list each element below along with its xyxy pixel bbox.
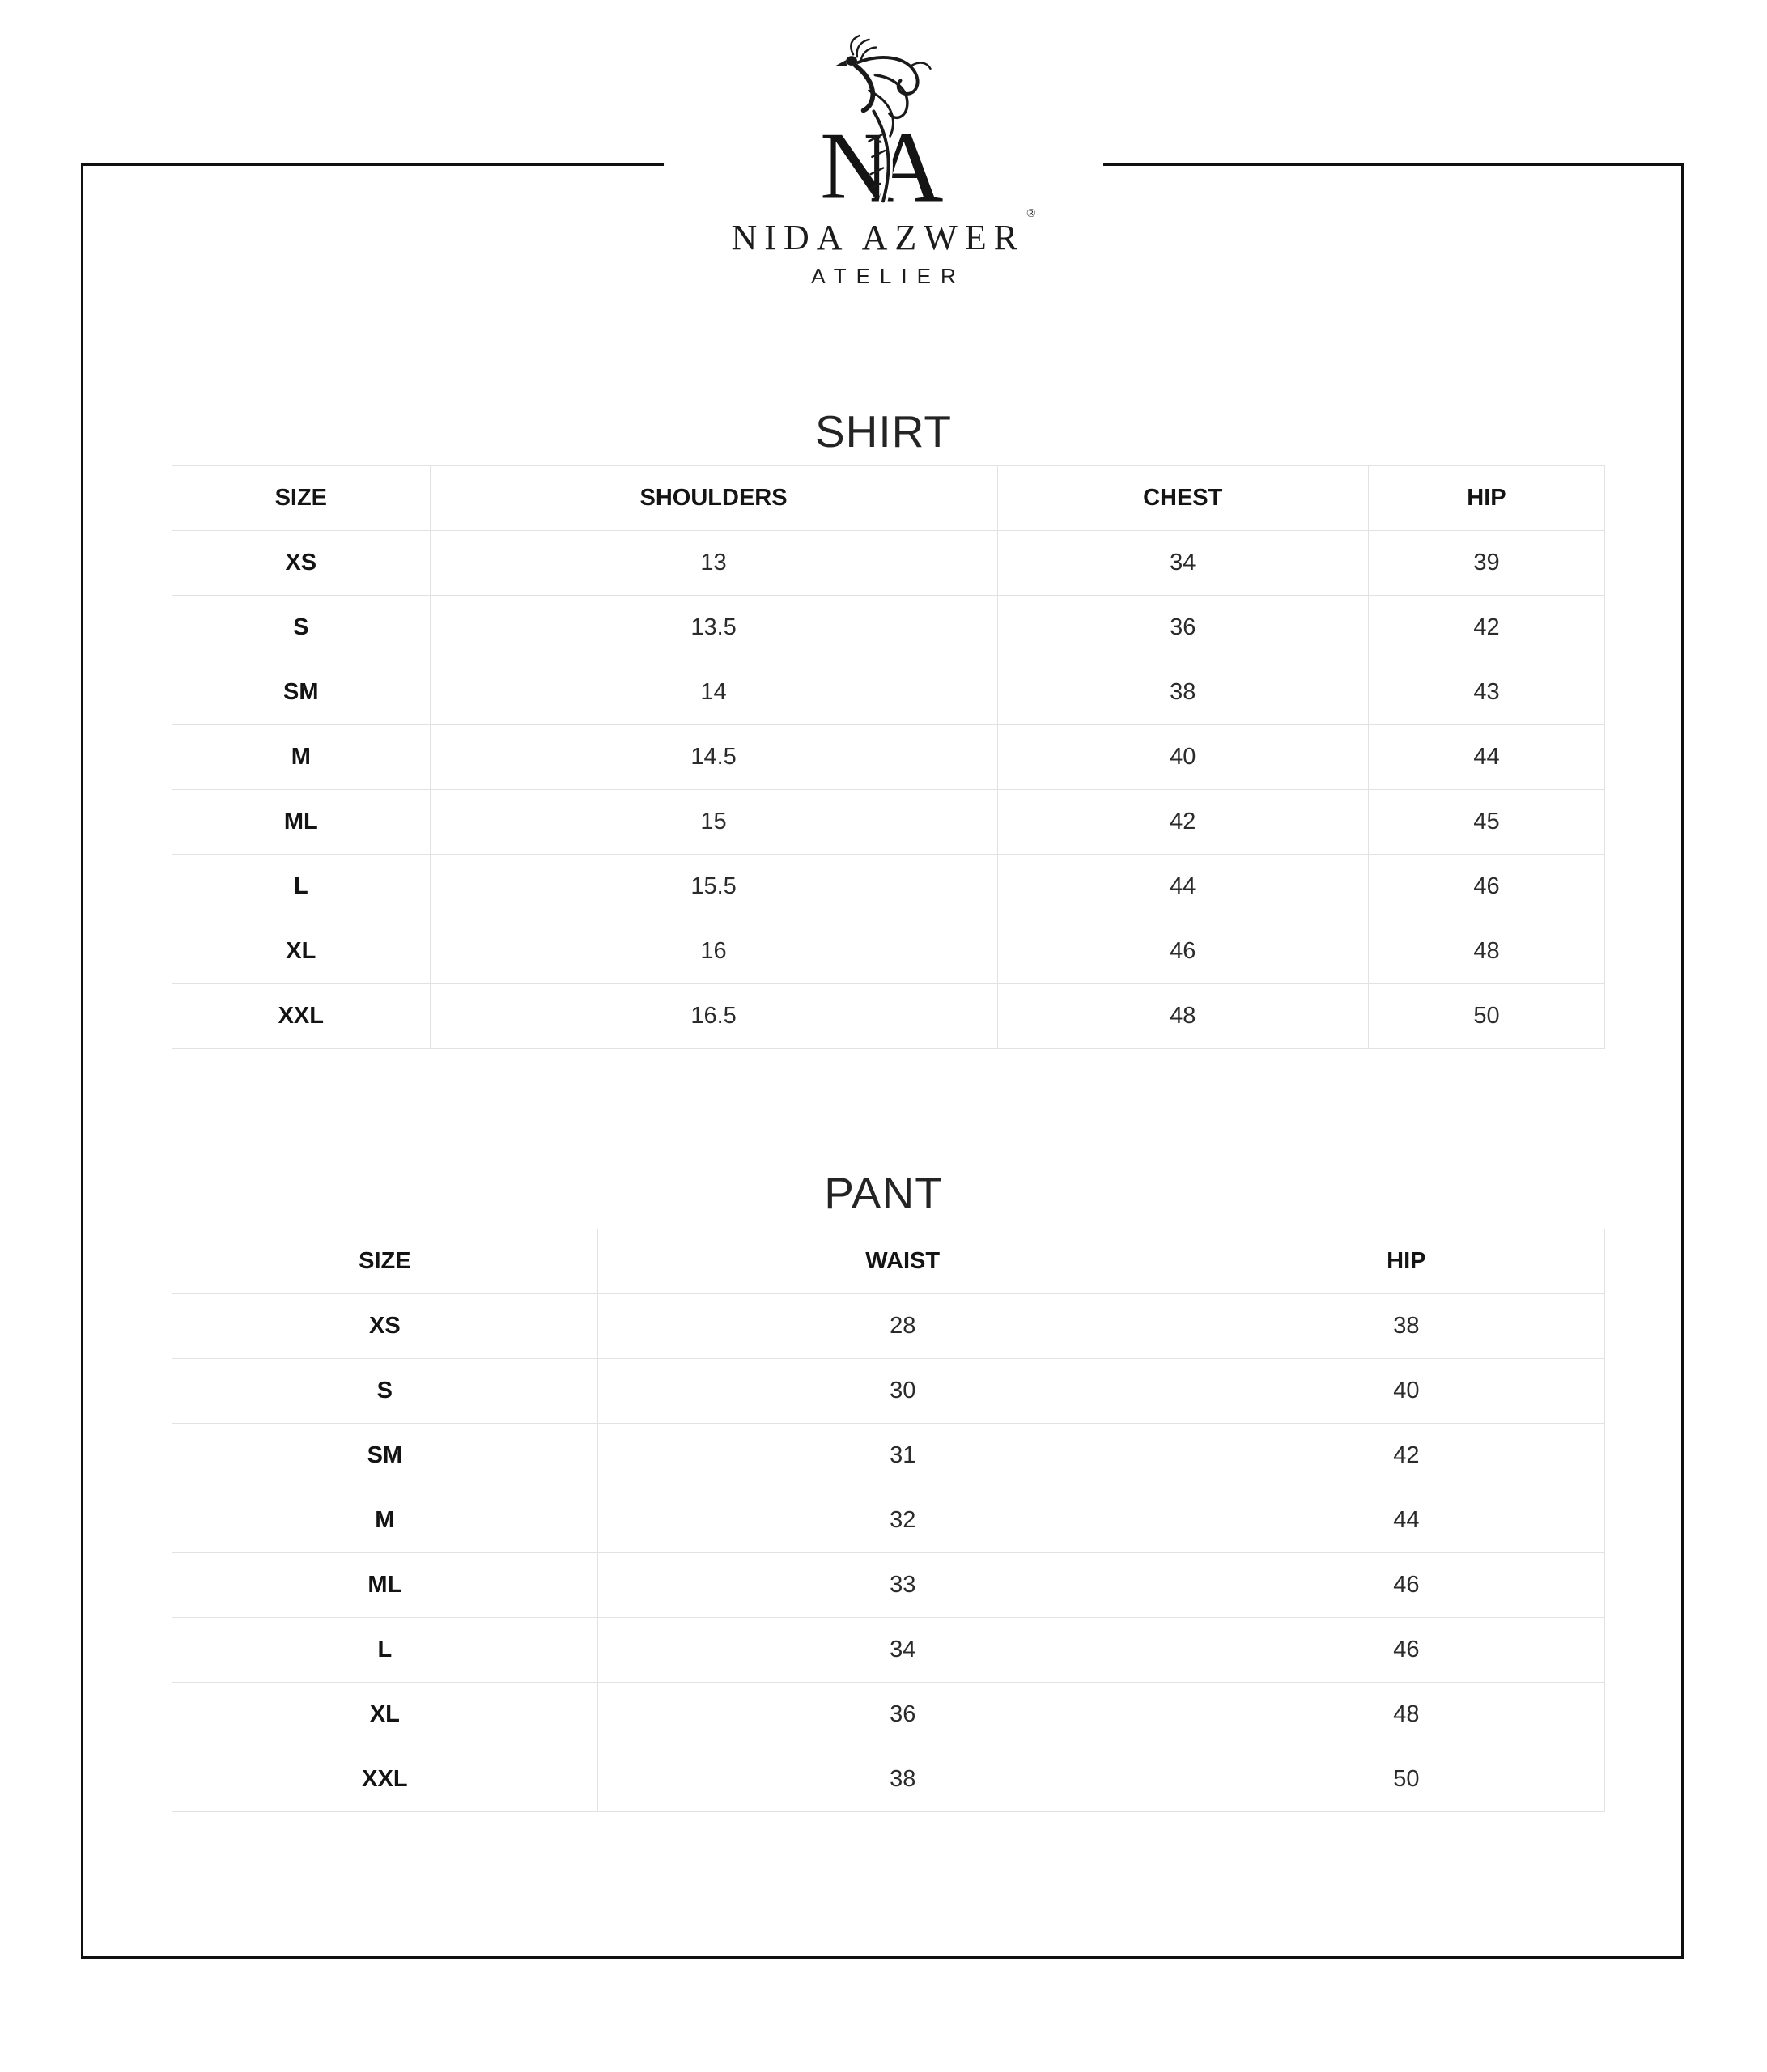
measurement-cell: 36 xyxy=(597,1683,1208,1747)
size-label-cell: XS xyxy=(172,531,431,596)
measurement-cell: 38 xyxy=(597,1747,1208,1812)
table-row xyxy=(172,919,1605,984)
column-header: HIP xyxy=(1208,1229,1604,1294)
table-row xyxy=(172,1424,1605,1488)
pant-size-table xyxy=(172,1229,1605,1812)
table-row xyxy=(172,1747,1605,1812)
table-row xyxy=(172,1359,1605,1424)
pant-table-header-row xyxy=(172,1229,1605,1294)
measurement-cell: 31 xyxy=(597,1424,1208,1488)
measurement-cell: 46 xyxy=(997,919,1368,984)
measurement-cell: 42 xyxy=(997,790,1368,855)
size-label-cell: S xyxy=(172,596,431,660)
pant-table-container xyxy=(172,1229,1605,1812)
measurement-cell: 50 xyxy=(1208,1747,1604,1812)
measurement-cell: 16 xyxy=(430,919,997,984)
measurement-cell: 46 xyxy=(1368,855,1604,919)
size-label-cell: L xyxy=(172,855,431,919)
measurement-cell: 45 xyxy=(1368,790,1604,855)
measurement-cell: 44 xyxy=(1208,1488,1604,1553)
measurement-cell: 34 xyxy=(997,531,1368,596)
shirt-table-header-row xyxy=(172,466,1605,531)
shirt-section-title: SHIRT xyxy=(814,405,952,456)
size-label-cell: XXL xyxy=(172,984,431,1049)
column-header: WAIST xyxy=(597,1229,1208,1294)
measurement-cell: 16.5 xyxy=(430,984,997,1049)
size-label-cell: M xyxy=(172,1488,598,1553)
measurement-cell: 48 xyxy=(1208,1683,1604,1747)
measurement-cell: 38 xyxy=(1208,1294,1604,1359)
size-label-cell: ML xyxy=(172,1553,598,1618)
measurement-cell: 15.5 xyxy=(430,855,997,919)
brand-logo xyxy=(664,34,1104,289)
registered-mark: ® xyxy=(1026,207,1036,221)
column-header: SHOULDERS xyxy=(430,466,997,531)
size-label-cell: L xyxy=(172,1618,598,1683)
measurement-cell: 43 xyxy=(1368,660,1604,725)
table-row xyxy=(172,855,1605,919)
table-row xyxy=(172,1683,1605,1747)
table-row xyxy=(172,1488,1605,1553)
measurement-cell: 48 xyxy=(997,984,1368,1049)
size-label-cell: M xyxy=(172,725,431,790)
table-row xyxy=(172,1294,1605,1359)
measurement-cell: 46 xyxy=(1208,1618,1604,1683)
measurement-cell: 39 xyxy=(1368,531,1604,596)
measurement-cell: 32 xyxy=(597,1488,1208,1553)
measurement-cell: 28 xyxy=(597,1294,1208,1359)
size-label-cell: S xyxy=(172,1359,598,1424)
size-label-cell: SM xyxy=(172,1424,598,1488)
column-header: SIZE xyxy=(172,1229,598,1294)
measurement-cell: 14 xyxy=(430,660,997,725)
measurement-cell: 38 xyxy=(997,660,1368,725)
measurement-cell: 40 xyxy=(1208,1359,1604,1424)
size-label-cell: XL xyxy=(172,1683,598,1747)
table-row xyxy=(172,984,1605,1049)
shirt-table-container xyxy=(172,465,1605,1049)
shirt-size-table xyxy=(172,465,1605,1049)
measurement-cell: 44 xyxy=(997,855,1368,919)
brand-monogram-peacock-icon xyxy=(817,34,950,214)
measurement-cell: 36 xyxy=(997,596,1368,660)
column-header: SIZE xyxy=(172,466,431,531)
table-row xyxy=(172,596,1605,660)
measurement-cell: 14.5 xyxy=(430,725,997,790)
size-label-cell: XS xyxy=(172,1294,598,1359)
table-row xyxy=(172,660,1605,725)
measurement-cell: 13 xyxy=(430,531,997,596)
monogram-letter-a: A xyxy=(870,111,944,214)
measurement-cell: 46 xyxy=(1208,1553,1604,1618)
column-header: HIP xyxy=(1368,466,1604,531)
table-row xyxy=(172,1618,1605,1683)
measurement-cell: 30 xyxy=(597,1359,1208,1424)
measurement-cell: 44 xyxy=(1368,725,1604,790)
measurement-cell: 48 xyxy=(1368,919,1604,984)
size-label-cell: ML xyxy=(172,790,431,855)
pant-section-title: PANT xyxy=(824,1167,943,1218)
measurement-cell: 40 xyxy=(997,725,1368,790)
measurement-cell: 13.5 xyxy=(430,596,997,660)
table-row xyxy=(172,790,1605,855)
monogram-letter-n: N xyxy=(820,112,890,214)
table-row xyxy=(172,531,1605,596)
measurement-cell: 50 xyxy=(1368,984,1604,1049)
brand-subtitle: ATELIER xyxy=(811,264,966,289)
table-row xyxy=(172,725,1605,790)
measurement-cell: 42 xyxy=(1208,1424,1604,1488)
size-label-cell: XL xyxy=(172,919,431,984)
size-label-cell: XXL xyxy=(172,1747,598,1812)
size-label-cell: SM xyxy=(172,660,431,725)
measurement-cell: 34 xyxy=(597,1618,1208,1683)
brand-name-text: NIDA AZWER xyxy=(731,218,1026,257)
measurement-cell: 15 xyxy=(430,790,997,855)
measurement-cell: 33 xyxy=(597,1553,1208,1618)
column-header: CHEST xyxy=(997,466,1368,531)
table-row xyxy=(172,1553,1605,1618)
brand-name xyxy=(731,207,1036,257)
measurement-cell: 42 xyxy=(1368,596,1604,660)
